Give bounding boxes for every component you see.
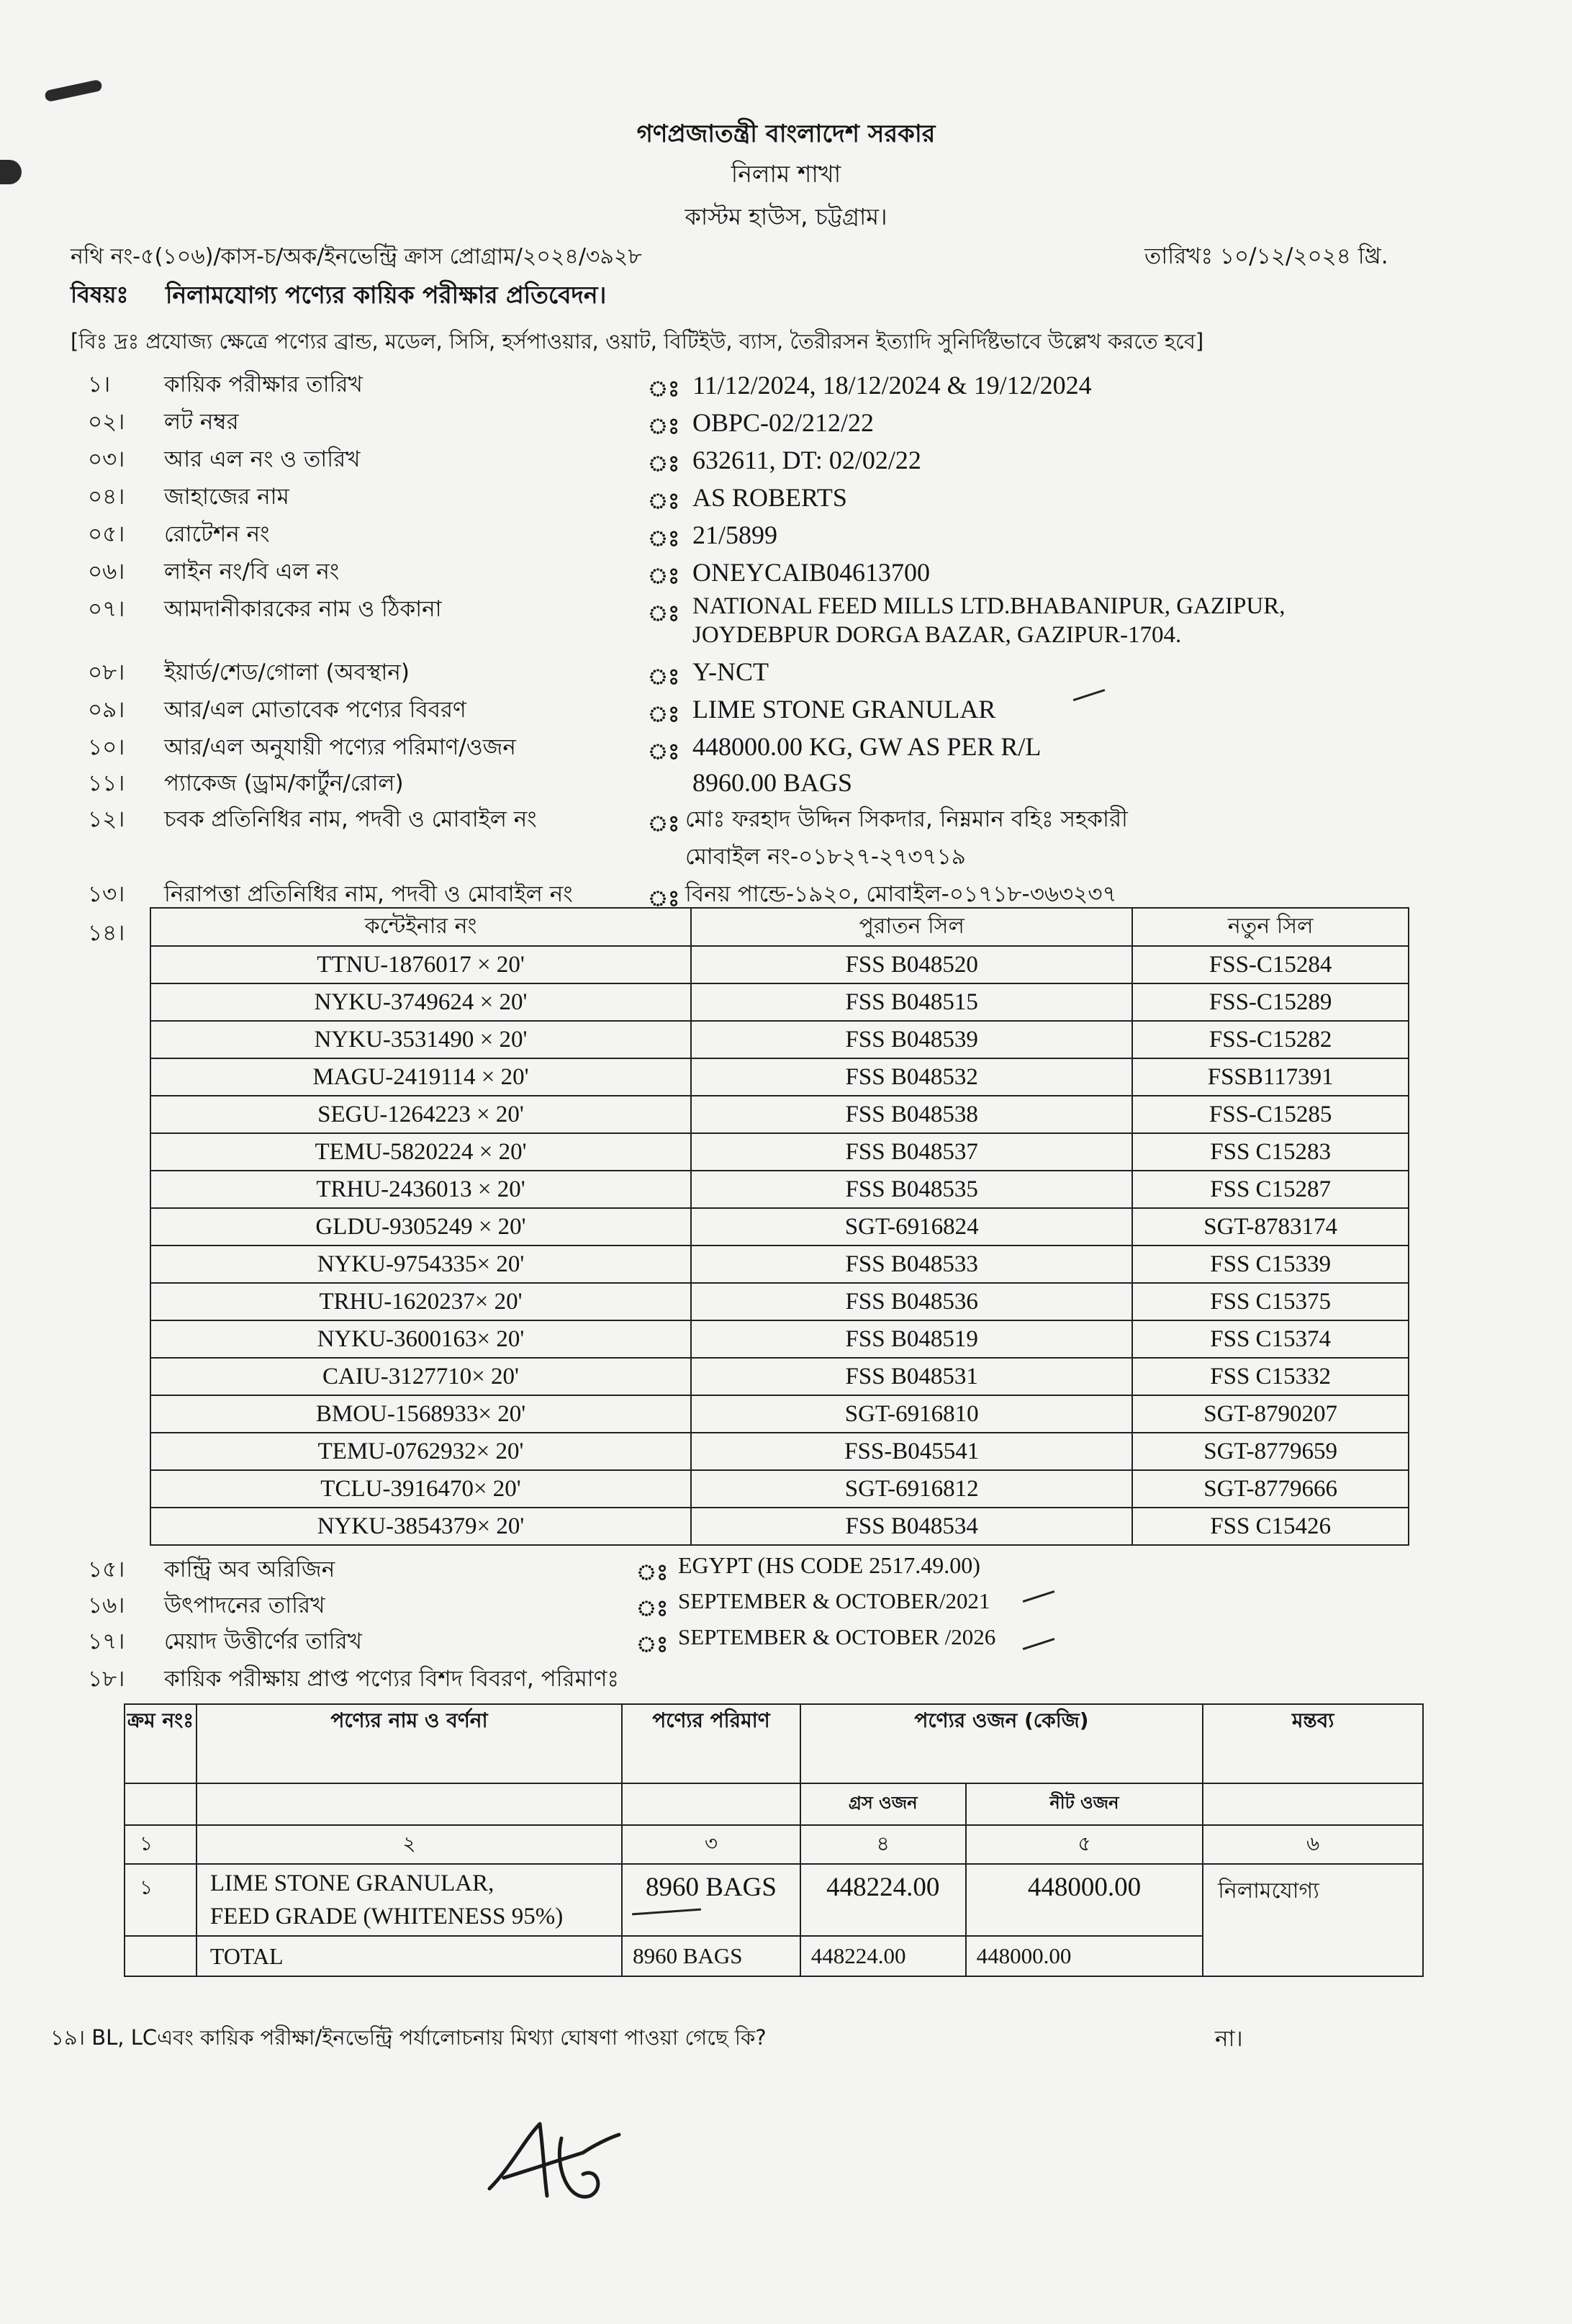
empty-cell xyxy=(125,1936,196,1976)
old-seal: SGT-6916810 xyxy=(691,1395,1132,1433)
goods-quantity: 8960 BAGS xyxy=(622,1864,800,1936)
field-colon: ঃ xyxy=(648,414,680,439)
field-number: ০৭। xyxy=(88,596,125,622)
container-no: NYKU-9754335× 20' xyxy=(150,1246,691,1283)
empty-cell xyxy=(1203,1783,1423,1825)
goods-name-line1: LIME STONE GRANULAR, xyxy=(209,1870,494,1896)
field-colon: ঃ xyxy=(648,702,680,727)
table-row xyxy=(150,1208,1409,1246)
field-colon: ঃ xyxy=(636,1632,669,1657)
table-row xyxy=(150,1433,1409,1470)
old-seal: FSS B048531 xyxy=(691,1358,1132,1395)
new-seal: FSS C15426 xyxy=(1132,1508,1409,1545)
field-value: বিনয় পান্ডে-১৯২০, মোবাইল-০১৭১৮-৩৬৩২৩৭ xyxy=(685,881,1117,907)
field-colon: ঃ xyxy=(636,1596,669,1621)
container-no: NYKU-3600163× 20' xyxy=(150,1320,691,1358)
field-value: AS ROBERTS xyxy=(692,483,847,512)
field-number: ০৯। xyxy=(88,697,125,723)
total-net-weight: 448000.00 xyxy=(966,1936,1203,1976)
table-subheader-row xyxy=(125,1783,1423,1825)
field-value: 11/12/2024, 18/12/2024 & 19/12/2024 xyxy=(692,371,1092,400)
old-seal: FSS B048520 xyxy=(691,946,1132,983)
table-row xyxy=(125,1864,1423,1936)
field-label: প্যাকেজ (ড্রাম/কার্টুন/রোল) xyxy=(164,770,404,796)
section-name: নিলাম শাখা xyxy=(731,160,841,188)
field-number: ১৬। xyxy=(88,1593,125,1618)
field-value: EGYPT (HS CODE 2517.49.00) xyxy=(678,1552,980,1578)
field-label: রোটেশন নং xyxy=(164,521,270,547)
field-label: নিরাপত্তা প্রতিনিধির নাম, পদবী ও মোবাইল নং xyxy=(164,881,573,907)
old-seal: FSS B048538 xyxy=(691,1096,1132,1133)
field-label: আর/এল মোতাবেক পণ্যের বিবরণ xyxy=(164,697,466,723)
column-number: ২ xyxy=(196,1825,622,1864)
field-value: 632611, DT: 02/02/22 xyxy=(692,446,921,474)
old-seal: FSS B048539 xyxy=(691,1021,1132,1058)
field-value: 21/5899 xyxy=(692,521,778,549)
field-label: আমদানীকারকের নাম ও ঠিকানা xyxy=(164,596,442,622)
container-no: NYKU-3854379× 20' xyxy=(150,1508,691,1545)
field-label: আর/এল অনুযায়ী পণ্যের পরিমাণ/ওজন xyxy=(164,734,516,760)
table-row xyxy=(150,1470,1409,1508)
old-seal: FSS B048537 xyxy=(691,1133,1132,1171)
column-number-row xyxy=(125,1825,1423,1864)
field-colon: ঃ xyxy=(648,564,680,589)
field-number: ১৮। xyxy=(88,1666,125,1692)
field-value: SEPTEMBER & OCTOBER/2021 xyxy=(678,1588,990,1613)
field-value: OBPC-02/212/22 xyxy=(692,408,875,437)
container-no: NYKU-3749624 × 20' xyxy=(150,983,691,1021)
table-row xyxy=(150,1171,1409,1208)
field-colon: ঃ xyxy=(636,1560,669,1585)
container-no: SEGU-1264223 × 20' xyxy=(150,1096,691,1133)
old-seal: FSS-B045541 xyxy=(691,1433,1132,1470)
govt-title: গণপ্রজাতন্ত্রী বাংলাদেশ সরকার xyxy=(636,120,936,148)
field-number: ১১। xyxy=(88,770,125,796)
header-container-no: কন্টেইনার নং xyxy=(150,908,691,946)
container-no: CAIU-3127710× 20' xyxy=(150,1358,691,1395)
table-header-row xyxy=(125,1704,1423,1783)
field-colon: ঃ xyxy=(648,601,680,626)
field-number: ০৫। xyxy=(88,521,125,547)
field-number: ১। xyxy=(88,371,111,397)
old-seal: FSS B048532 xyxy=(691,1058,1132,1096)
table-row xyxy=(150,1320,1409,1358)
new-seal: FSS-C15282 xyxy=(1132,1021,1409,1058)
field-value: Y-NCT xyxy=(692,657,769,686)
field-number: ০৬। xyxy=(88,559,125,585)
document-date: তারিখঃ ১০/১২/২০২৪ খ্রি. xyxy=(1144,243,1388,269)
field-colon: ঃ xyxy=(648,526,680,551)
field-colon: ঃ xyxy=(648,377,680,402)
container-no: TEMU-5820224 × 20' xyxy=(150,1133,691,1171)
container-no: TCLU-3916470× 20' xyxy=(150,1470,691,1508)
field-value: LIME STONE GRANULAR xyxy=(692,695,996,724)
table-row xyxy=(150,1096,1409,1133)
container-seal-table xyxy=(150,907,1409,1546)
new-seal: SGT-8790207 xyxy=(1132,1395,1409,1433)
old-seal: SGT-6916812 xyxy=(691,1470,1132,1508)
field-number: ০৮। xyxy=(88,659,125,685)
goods-name-line2: FEED GRADE (WHITENESS 95%) xyxy=(209,1904,564,1929)
serial-no: ১ xyxy=(125,1864,196,1936)
goods-detail-table xyxy=(124,1703,1424,1977)
net-weight: 448000.00 xyxy=(966,1864,1203,1936)
field-colon: ঃ xyxy=(648,739,680,765)
header-new-seal: নতুন সিল xyxy=(1132,908,1409,946)
field-colon: ঃ xyxy=(648,886,680,911)
table-row xyxy=(150,1508,1409,1545)
field-number: ০৪। xyxy=(88,484,125,510)
container-no: MAGU-2419114 × 20' xyxy=(150,1058,691,1096)
total-quantity: 8960 BAGS xyxy=(622,1936,800,1976)
field-number: ১৭। xyxy=(88,1629,125,1654)
new-seal: FSS C15374 xyxy=(1132,1320,1409,1358)
field-label: কায়িক পরীক্ষার তারিখ xyxy=(164,371,363,397)
field-number: ১২। xyxy=(88,806,125,832)
instruction-note: [বিঃ দ্রঃ প্রযোজ্য ক্ষেত্রে পণ্যের ব্রান্ড, মডেল, সিসি, হর্সপাওয়ার, ওয়াট, বিটিইউ, ব্যাস, তৈরীরসন ইত্যাদি সুনির্দিষ্টভাবে উল্লেখ করতে হবে] xyxy=(71,329,1204,353)
new-seal: SGT-8783174 xyxy=(1132,1208,1409,1246)
field-label: ইয়ার্ড/শেড/গোলা (অবস্থান) xyxy=(164,659,410,685)
field-colon: ঃ xyxy=(648,489,680,514)
remarks: নিলামযোগ্য xyxy=(1203,1864,1423,1976)
scan-mark xyxy=(44,79,103,102)
field-number: ১৫। xyxy=(88,1557,125,1582)
field-value-line2: মোবাইল নং-০১৮২৭-২৭৩৭১৯ xyxy=(685,844,966,870)
field-value: ONEYCAIB04613700 xyxy=(692,558,930,587)
new-seal: FSS C15339 xyxy=(1132,1246,1409,1283)
table-row xyxy=(150,1395,1409,1433)
old-seal: FSS B048535 xyxy=(691,1171,1132,1208)
field-number: ০৩। xyxy=(88,446,125,472)
old-seal: FSS B048519 xyxy=(691,1320,1132,1358)
container-no: NYKU-3531490 × 20' xyxy=(150,1021,691,1058)
table-row xyxy=(150,946,1409,983)
field-value: NATIONAL FEED MILLS LTD.BHABANIPUR, GAZIPUR, xyxy=(692,593,1286,619)
field-number: ১০। xyxy=(88,734,125,760)
header-gross-weight: গ্রস ওজন xyxy=(800,1783,966,1825)
field-label: কায়িক পরীক্ষায় প্রাপ্ত পণ্যের বিশদ বিবরণ, পরিমাণঃ xyxy=(164,1666,620,1692)
check-mark xyxy=(1023,1590,1055,1603)
table-row xyxy=(150,1133,1409,1171)
field-label: কান্ট্রি অব অরিজিন xyxy=(164,1557,335,1582)
field-label: জাহাজের নাম xyxy=(164,484,289,510)
table-header-row xyxy=(150,908,1409,946)
old-seal: FSS B048515 xyxy=(691,983,1132,1021)
check-mark xyxy=(1073,689,1106,701)
field-label: লাইন নং/বি এল নং xyxy=(164,559,340,585)
table-row xyxy=(150,1283,1409,1320)
false-declaration-answer: না। xyxy=(1215,2026,1243,2052)
empty-cell xyxy=(125,1783,196,1825)
subject-text: নিলামযোগ্য পণ্যের কায়িক পরীক্ষার প্রতিবেদন। xyxy=(166,281,607,309)
new-seal: SGT-8779659 xyxy=(1132,1433,1409,1470)
table-row xyxy=(150,1021,1409,1058)
check-mark xyxy=(1023,1638,1055,1650)
old-seal: SGT-6916824 xyxy=(691,1208,1132,1246)
field-colon: ঃ xyxy=(648,811,680,837)
column-number: ৫ xyxy=(966,1825,1203,1864)
table-row xyxy=(150,1246,1409,1283)
field-colon: ঃ xyxy=(648,665,680,690)
office-name: কাস্টম হাউস, চট্টগ্রাম। xyxy=(685,203,887,230)
container-no: TRHU-2436013 × 20' xyxy=(150,1171,691,1208)
false-declaration-question: ১৯। BL, LCএবং কায়িক পরীক্ষা/ইনভেন্ট্রি পর্যালোচনায় মিথ্যা ঘোষণা পাওয়া গেছে কি? xyxy=(50,2025,767,2050)
header-goods-name: পণ্যের নাম ও বর্ণনা xyxy=(196,1704,622,1783)
field-number: ০২। xyxy=(88,409,125,435)
container-no: BMOU-1568933× 20' xyxy=(150,1395,691,1433)
field-label: চবক প্রতিনিধির নাম, পদবী ও মোবাইল নং xyxy=(164,806,537,832)
new-seal: FSS-C15284 xyxy=(1132,946,1409,983)
field-number: ১৪। xyxy=(88,920,125,946)
container-no: TEMU-0762932× 20' xyxy=(150,1433,691,1470)
field-value: 8960.00 BAGS xyxy=(692,768,853,797)
old-seal: FSS B048536 xyxy=(691,1283,1132,1320)
header-goods-qty: পণ্যের পরিমাণ xyxy=(622,1704,800,1783)
header-net-weight: নীট ওজন xyxy=(966,1783,1203,1825)
header-remarks: মন্তব্য xyxy=(1203,1704,1423,1783)
total-gross-weight: 448224.00 xyxy=(800,1936,966,1976)
field-label: লট নম্বর xyxy=(164,409,239,435)
goods-description xyxy=(196,1864,622,1936)
table-row xyxy=(150,983,1409,1021)
total-label: TOTAL xyxy=(196,1936,622,1976)
new-seal: FSS C15283 xyxy=(1132,1133,1409,1171)
field-number: ১৩। xyxy=(88,881,125,907)
new-seal: FSS C15332 xyxy=(1132,1358,1409,1395)
column-number: ৪ xyxy=(800,1825,966,1864)
field-value: মোঃ ফরহাদ উদ্দিন সিকদার, নিম্নমান বহিঃ সহকারী xyxy=(685,806,1128,832)
empty-cell xyxy=(196,1783,622,1825)
new-seal: SGT-8779666 xyxy=(1132,1470,1409,1508)
subject-label: বিষয়ঃ xyxy=(71,281,129,308)
old-seal: FSS B048534 xyxy=(691,1508,1132,1545)
table-row xyxy=(150,1358,1409,1395)
column-number: ১ xyxy=(125,1825,196,1864)
container-no: TRHU-1620237× 20' xyxy=(150,1283,691,1320)
old-seal: FSS B048533 xyxy=(691,1246,1132,1283)
field-label: উৎপাদনের তারিখ xyxy=(164,1593,325,1618)
new-seal: FSS-C15285 xyxy=(1132,1096,1409,1133)
field-label: মেয়াদ উত্তীর্ণের তারিখ xyxy=(164,1629,363,1654)
new-seal: FSSB117391 xyxy=(1132,1058,1409,1096)
field-value-line2: JOYDEBPUR DORGA BAZAR, GAZIPUR-1704. xyxy=(692,622,1182,648)
header-goods-weight: পণ্যের ওজন (কেজি) xyxy=(800,1704,1203,1783)
header-old-seal: পুরাতন সিল xyxy=(691,908,1132,946)
column-number: ৬ xyxy=(1203,1825,1423,1864)
signature-icon xyxy=(475,2109,633,2217)
new-seal: FSS-C15289 xyxy=(1132,983,1409,1021)
header-serial: ক্রম নংঃ xyxy=(125,1704,196,1783)
new-seal: FSS C15287 xyxy=(1132,1171,1409,1208)
table-row xyxy=(150,1058,1409,1096)
field-value: SEPTEMBER & OCTOBER /2026 xyxy=(678,1624,996,1649)
gross-weight: 448224.00 xyxy=(800,1864,966,1936)
column-number: ৩ xyxy=(622,1825,800,1864)
empty-cell xyxy=(622,1783,800,1825)
container-no: GLDU-9305249 × 20' xyxy=(150,1208,691,1246)
field-value: 448000.00 KG, GW AS PER R/L xyxy=(692,732,1042,761)
container-no: TTNU-1876017 × 20' xyxy=(150,946,691,983)
field-colon: ঃ xyxy=(648,451,680,477)
new-seal: FSS C15375 xyxy=(1132,1283,1409,1320)
field-label: আর এল নং ও তারিখ xyxy=(164,446,361,472)
file-number: নথি নং-৫(১০৬)/কাস-চ/অক/ইনভেন্ট্রি ক্রাস প্রোগ্রাম/২০২৪/৩৯২৮ xyxy=(71,244,642,269)
